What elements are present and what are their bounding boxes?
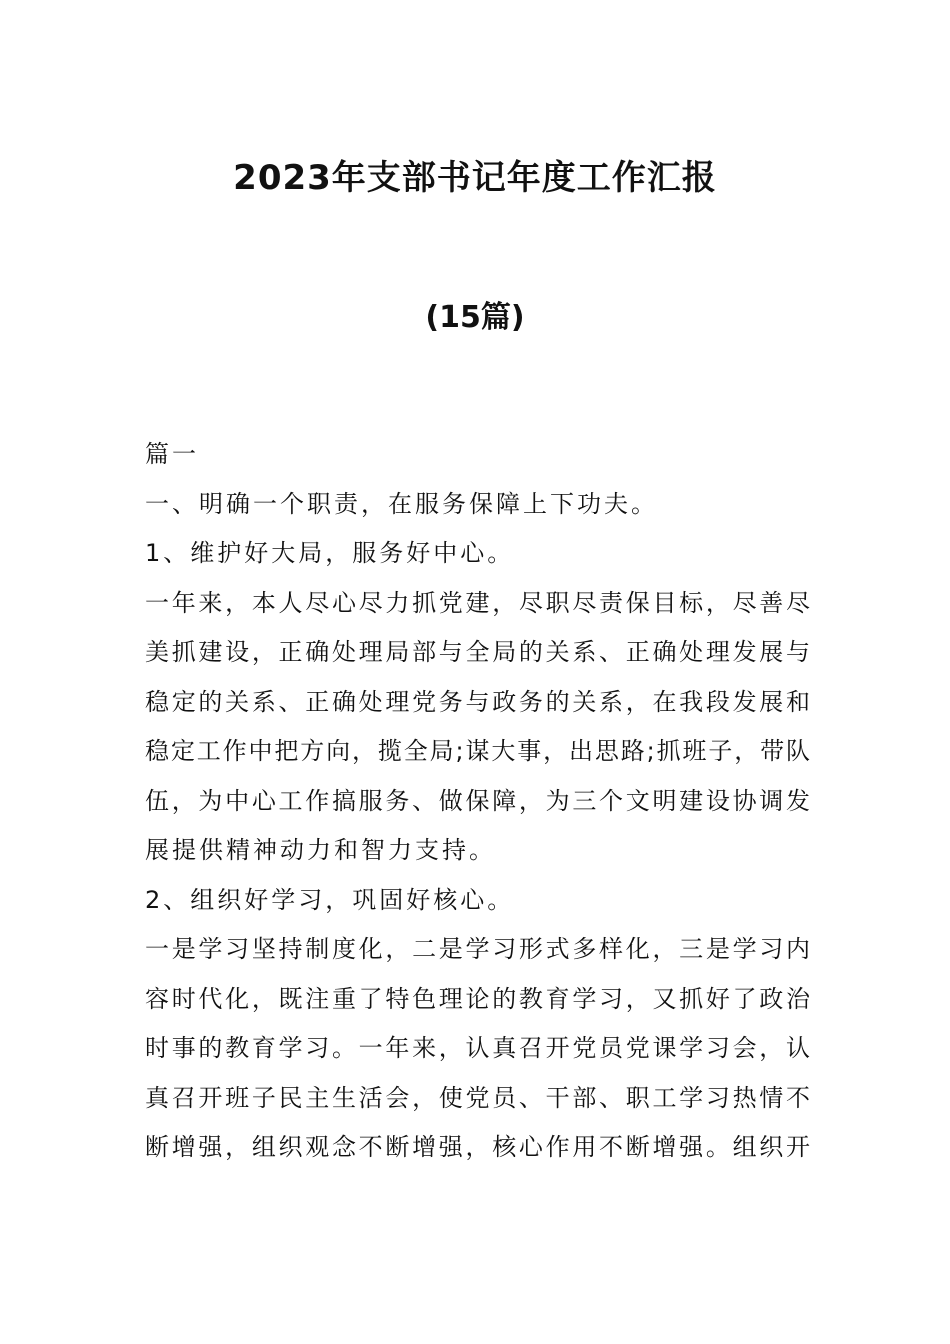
paragraph-line: 一是学习坚持制度化，二是学习形式多样化，三是学习内 [145, 935, 810, 963]
section-heading: 一、明确一个职责，在服务保障上下功夫。 [145, 489, 658, 518]
paragraph-line: 断增强，组织观念不断增强，核心作用不断增强。组织开 [145, 1133, 810, 1161]
paragraph-line: 真召开班子民主生活会，使党员、干部、职工学习热情不 [145, 1083, 810, 1112]
subsection-heading: 1、维护好大局，服务好中心。 [145, 539, 515, 567]
paragraph-line: 展提供精神动力和智力支持。 [145, 836, 496, 864]
document-body [145, 430, 810, 1173]
paragraph-line: 一年来，本人尽心尽力抓党建，尽职尽责保目标，尽善尽 [145, 588, 810, 617]
section-label: 篇一 [145, 440, 199, 468]
paragraph-line: 美抓建设，正确处理局部与全局的关系、正确处理发展与 [145, 638, 810, 666]
paragraph-line: 容时代化，既注重了特色理论的教育学习，又抓好了政治 [145, 984, 810, 1013]
subsection-heading: 2、组织好学习，巩固好核心。 [145, 885, 515, 914]
document-title: 2023年支部书记年度工作汇报 [233, 158, 717, 198]
paragraph-line: 时事的教育学习。一年来，认真召开党员党课学习会，认 [145, 1034, 810, 1062]
document-subtitle: (15篇) [425, 300, 525, 335]
paragraph-line: 稳定工作中把方向，揽全局;谋大事，出思路;抓班子，带队 [145, 737, 810, 765]
paragraph-line: 伍，为中心工作搞服务、做保障，为三个文明建设协调发 [145, 786, 810, 815]
paragraph-line: 稳定的关系、正确处理党务与政务的关系，在我段发展和 [145, 687, 810, 716]
